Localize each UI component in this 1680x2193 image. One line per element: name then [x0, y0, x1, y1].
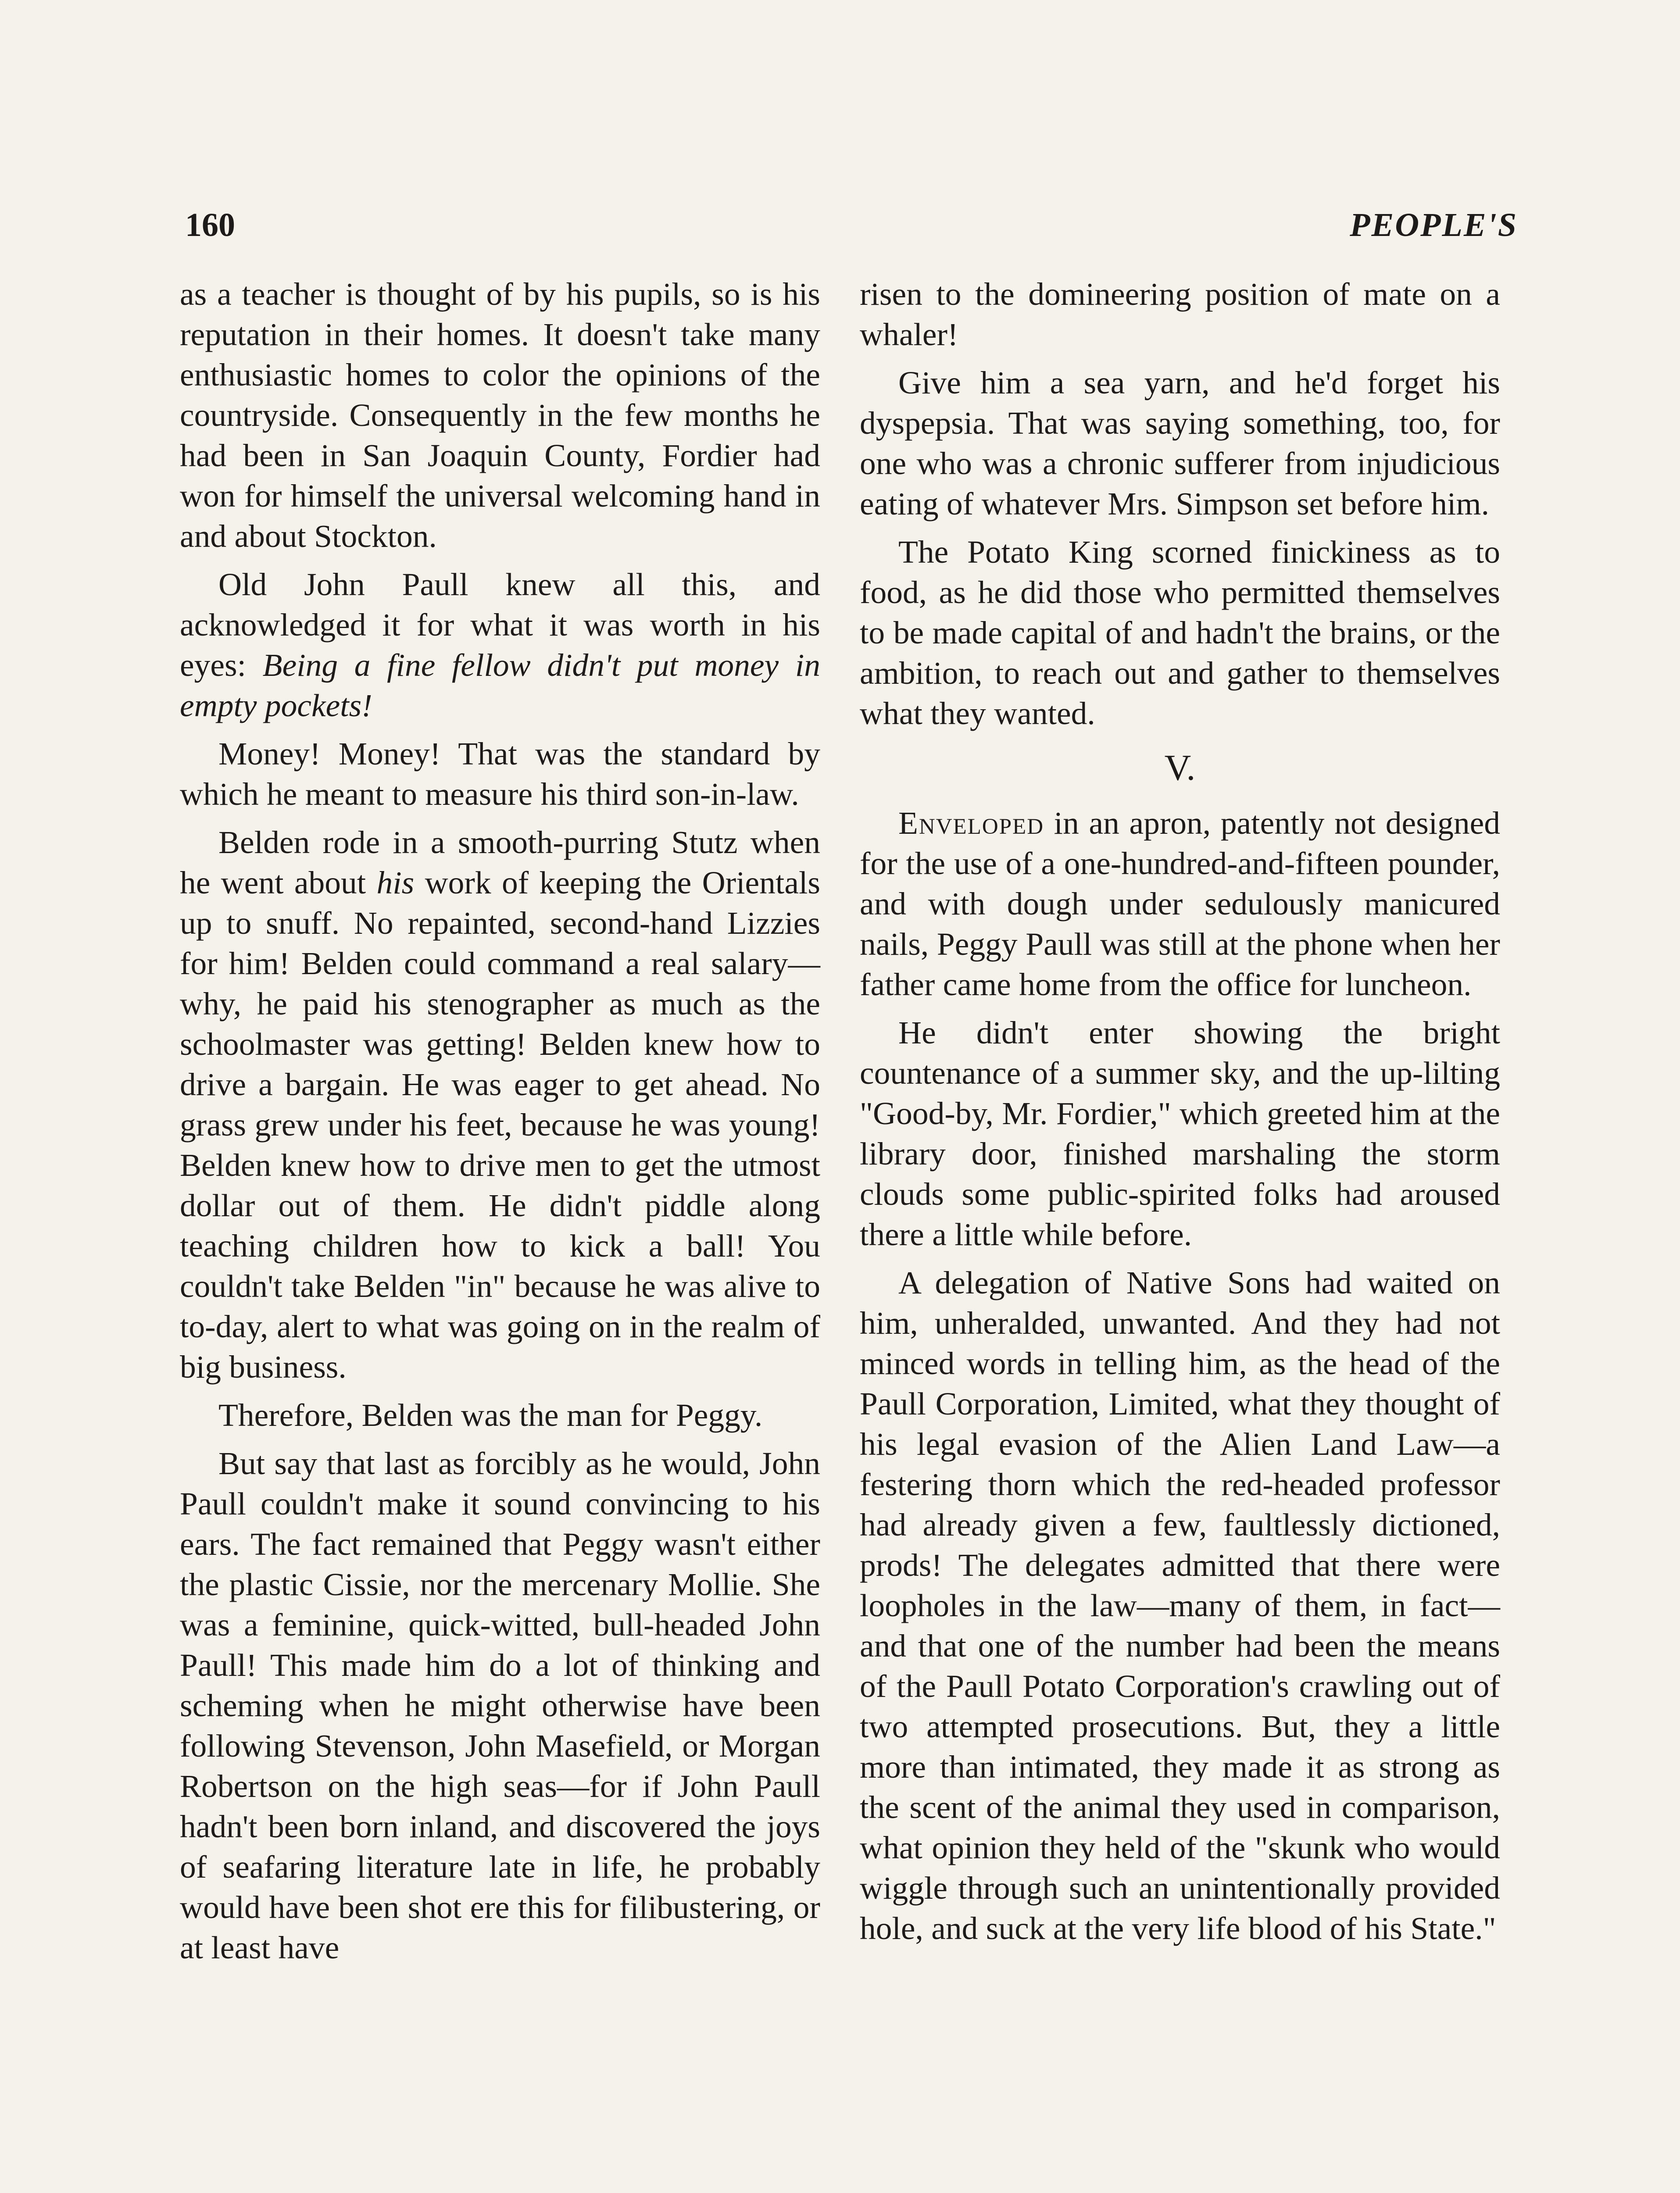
- paragraph: Money! Money! That was the standard by which he meant to measure his third son-in-law.: [180, 736, 820, 812]
- paragraph: Give him a sea yarn, and he'd forget his dyspepsia. That was saying something, too, for one who was a chronic sufferer from injudicious eating of whatever Mrs. Simpson set before him.: [860, 365, 1500, 521]
- paragraph: He didn't enter showing the bright countenance of a summer sky, and the up-lilting "Good-by, Mr. Fordier," which greeted him at the library door, finished marshaling the storm clouds some public-spirited folks had aroused there a little while before.: [860, 1015, 1500, 1252]
- paragraph: A delegation of Native Sons had waited on him, unheralded, unwanted. And they had not minced words in telling him, as the head of the Paull Corporation, Limited, what they thought of his legal evasion of the Alien Land Law—a festering thorn which the red-headed professor had already given a few, faultlessly dictioned, prods! The delegates admitted that there were loopholes in the law—many of them, in fact—and that one of the number had been the means of the Paull Potato Corporation's crawling out of two attempted prosecutions. But, they a little more than intimated, they made it as strong as the scent of the animal they used in comparison, what opinion they held of the "skunk who would wiggle through such an unintentionally provided hole, and suck at the very life blood of his State.": [860, 1265, 1500, 1946]
- paragraph: The Potato King scorned finickiness as to food, as he did those who permitted themselves to be made capital of and hadn't the brains, or the ambition, to reach out and gather to themselves what they wanted.: [860, 534, 1500, 731]
- paragraph-text: Belden rode in a smooth-purring Stutz when he went about: [180, 825, 820, 900]
- paragraph: as a teacher is thought of by his pupils, so is his reputation in their homes. It doesn't take many enthusiastic homes to color the opinions of the countryside. Consequently in the few months he had been in San Joaquin County, Fordier had won for himself the universal welcoming hand in and about Stockton.: [180, 276, 820, 554]
- right-column: [860, 274, 1500, 1957]
- lead-in-word: Enveloped: [898, 805, 1044, 841]
- left-column: [180, 274, 820, 1976]
- paragraph-text: work of keeping the Orientals up to snuff. No repainted, second-hand Lizzies for him! Belden could command a real salary—why, he paid his stenographer as much as the schoolmaster was getting! Belden knew how to drive a bargain. He was eager to get ahead. No grass grew under his feet, because he was young! Belden knew how to drive men to get the utmost dollar out of them. He didn't piddle along teaching children how to kick a ball! You couldn't take Belden "in" because he was alive to to-day, alert to what was going on in the realm of big business.: [180, 865, 820, 1385]
- section-heading: V.: [1164, 747, 1196, 788]
- page-header: [180, 201, 1518, 249]
- paragraph: [860, 803, 1500, 1005]
- italic-quote: Being a fine fellow didn't put money in empty pockets!: [180, 647, 820, 723]
- paragraph: risen to the domineering position of mate on a whaler!: [860, 276, 1500, 352]
- paragraph-text: Old John Paull knew all this, and acknowledged it for what it was worth in his eyes:: [180, 567, 820, 683]
- paragraph-text: in an apron, patently not designed for the use of a one-hundred-and-fifteen pounder, and with dough under sedulously manicured nails, Peggy Paull was still at the phone when her father came home from the office for luncheon.: [860, 805, 1500, 1002]
- italic-word: his: [376, 865, 415, 900]
- magazine-title: PEOPLE'S: [1350, 207, 1518, 243]
- page-number: 160: [185, 207, 235, 243]
- paragraph: [180, 822, 820, 1387]
- paragraph: Therefore, Belden was the man for Peggy.: [218, 1397, 763, 1433]
- paragraph: [180, 564, 820, 726]
- paragraph: But say that last as forcibly as he would, John Paull couldn't make it sound convincing to his ears. The fact remained that Peggy wasn't either the plastic Cissie, nor the mercenary Mollie. She was a feminine, quick-witted, bull-headed John Paull! This made him do a lot of thinking and scheming when he might otherwise have been following Stevenson, John Masefield, or Morgan Robertson on the high seas—for if John Paull hadn't been born inland, and discovered the joys of seafaring literature late in life, he probably would have been shot ere this for filibustering, or at least have: [180, 1446, 820, 1965]
